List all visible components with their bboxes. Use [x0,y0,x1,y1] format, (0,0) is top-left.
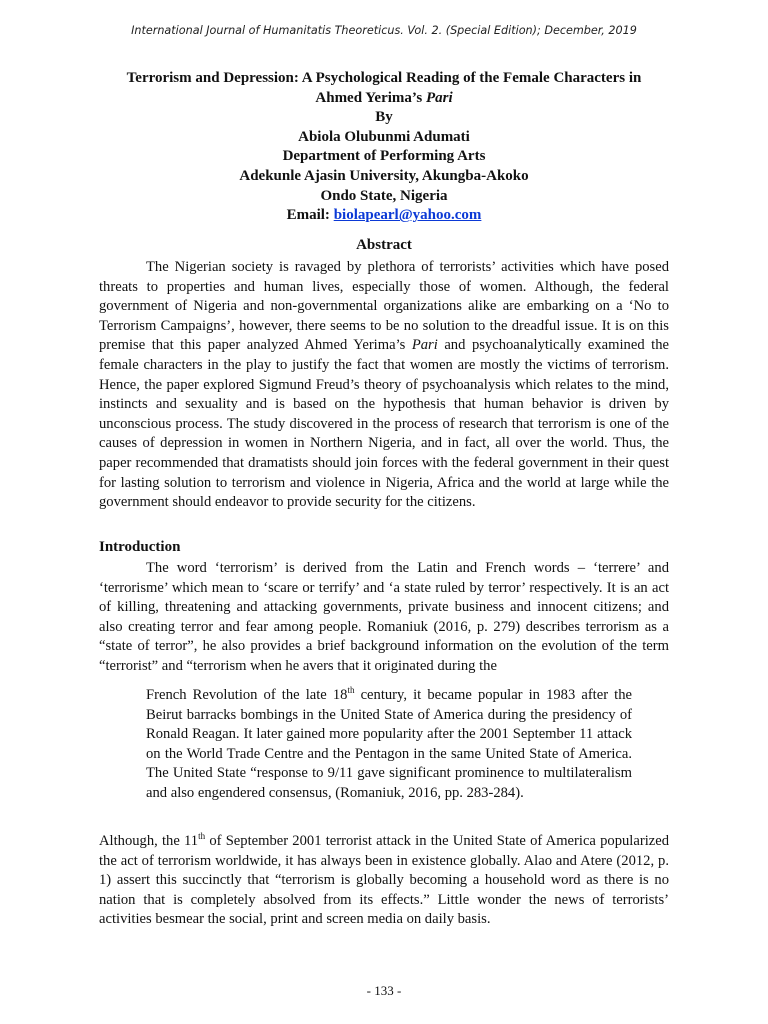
abstract-body [99,258,669,513]
paper-title-prefix: Ahmed Yerima’s [315,89,426,106]
email-link[interactable]: biolapearl@yahoo.com [333,207,482,224]
author-email-line [0,206,768,226]
abstract-heading: Abstract [356,237,412,253]
paragraph-2-superscript: th [198,831,206,842]
introduction-paragraph-2 [99,832,669,930]
block-quote [146,686,632,804]
author-university: Adekunle Ajasin University, Akungba-Akoko [239,167,529,184]
author-location: Ondo State, Nigeria [320,187,448,204]
abstract-text-part-2: and psychoanalytically examined the female characters in the play to justify the fact that women are mostly the victims of terrorism. Hence, the paper explored Sigmund Freud’s theory of psychoanalysis which relates to the mind, instincts and sexuality and is based on the hypothesis that human behavior is driven by unconscious process. The study discovered in the process of research that terrorism is one of the causes of depression in women in Northern Nigeria, and in fact, all over the world. Thus, the paper recommended that dramatists should join forces with the federal government in their quest for lasting solution to terrorism and violence in Nigeria, Africa and the world at large while the government should endeavor to provide security for the citizens. [99,337,669,511]
paragraph-2-part-1: Although, the 11 [99,833,199,849]
introduction-heading: Introduction [99,539,181,555]
author-name: Abiola Olubunmi Adumati [298,128,470,145]
paper-title-line-2 [0,89,768,109]
running-header: International Journal of Humanitatis Theoreticus. Vol. 2. (Special Edition); December, 2019 [131,24,637,37]
abstract-text-part-1: The Nigerian society is ravaged by plethora of terrorists’ activities which have posed threats to properties and human lives, especially those of women. Although, the federal government of Nigeria and non-governmental organizations alike are embarking on a ‘No to Terrorism Campaigns’, however, there seems to be no solution to the dreadful issue. It is on this premise that this paper analyzed Ahmed Yerima’s [99,259,669,354]
by-line: By [375,109,393,126]
introduction-paragraph-1: The word ‘terrorism’ is derived from the Latin and French words – ‘terrere’ and ‘terrorisme’ which mean to ‘scare or terrify’ and ‘a state ruled by terror’ respectively. It is an act of killing, threatening and attacking governments, private business and innocent citizens; and also creating terror and fear among people. Romaniuk (2016, p. 279) describes terrorism as a “state of terror”, he also provides a brief background information on the evolution of the term “terrorist” and “terrorism when he avers that it originated during the [99,560,669,674]
email-label: Email: [286,207,334,224]
play-title: Pari [425,89,453,106]
paper-title-line-1: Terrorism and Depression: A Psychological Reading of the Female Characters in [126,70,642,86]
title-block [0,69,768,226]
abstract-play-title: Pari [411,337,438,354]
quote-text-part-1: French Revolution of the late 18 [146,687,348,703]
page-number: - 133 - [366,983,402,998]
quote-text-part-2: century, it became popular in 1983 after the Beirut barracks bombings in the United State of America during the presidency of Ronald Reagan. It later gained more popularity after the 2001 September 11 attack on the World Trade Centre and the Pentagon in the same United State of America. The United State “response to 9/11 gave significant prominence to multilateralism and also engendered consensus, (Romaniuk, 2016, pp. 283-284). [146,687,632,801]
paragraph-2-part-2: of September 2001 terrorist attack in the United State of America popularized the act of terrorism worldwide, it has always been in existence globally. Alao and Atere (2012, p. 1) assert this succinctly that “terrorism is globally becoming a household word as there is no nation that is completely absolved from its effects.” Little wonder the news of terrorists’ activities besmear the social, print and screen media on daily basis. [99,833,669,928]
author-department: Department of Performing Arts [282,148,486,165]
quote-superscript: th [347,685,355,696]
